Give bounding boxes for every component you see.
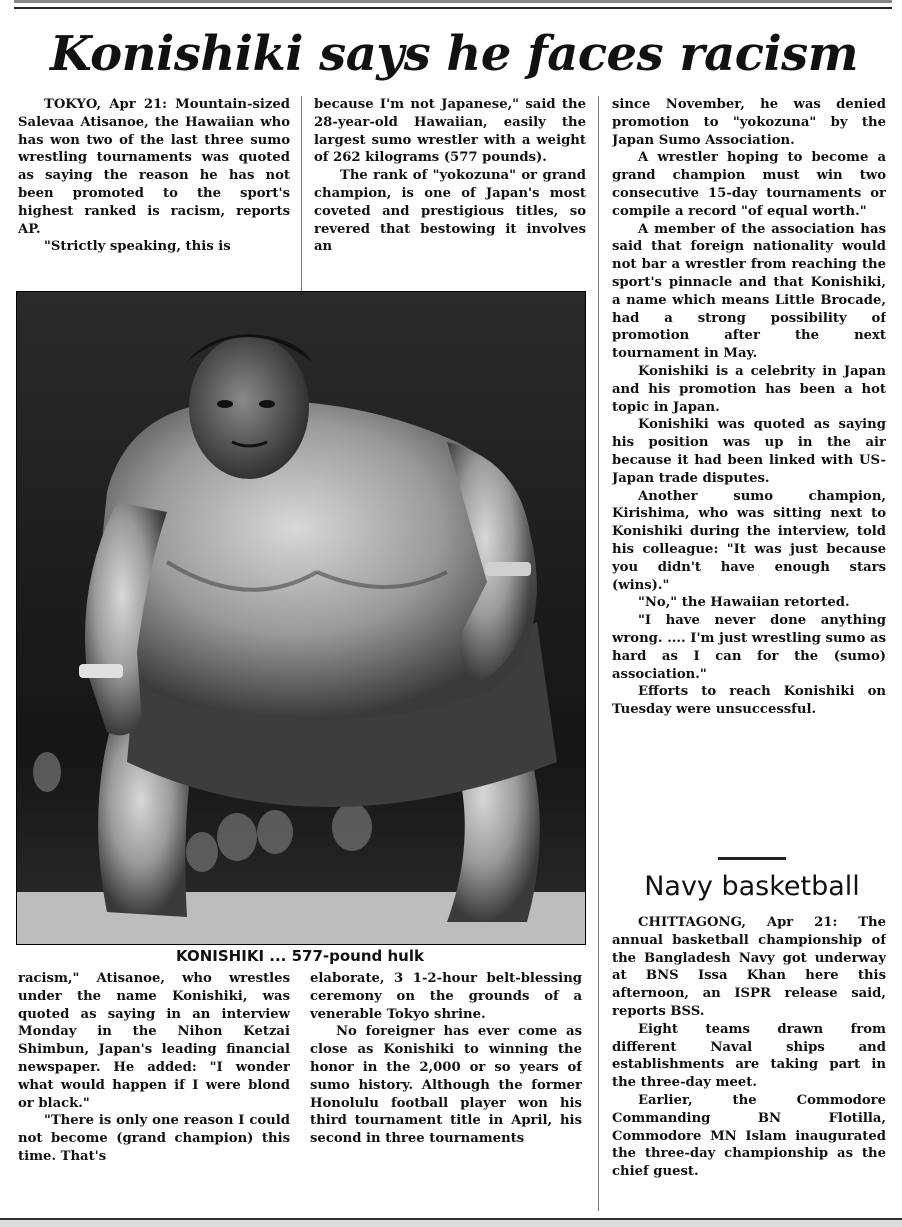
paragraph: "I have never done anything wrong. .... I'm just wrestling sumo as hard as I can for the (sumo) association." [612,613,886,682]
second-headline: Navy basketball [644,871,860,902]
sumo-wrestler-image [17,292,585,944]
paragraph: A member of the association has said that foreign nationality would not bar a wrestler from reaching the sport's pinnacle and that Konishiki, a name which means Little Brocade, had a strong possibility of promotion after the next tournament in May. [612,221,886,362]
paragraph: "Strictly speaking, this is [44,239,231,255]
paragraph: since November, he was denied promotion to "yokozuna" by the Japan Sumo Association. [612,97,886,148]
column-rule [598,96,599,1211]
article-col2-bottom [310,970,582,1208]
paragraph: TOKYO, Apr 21: Mountain-sized Salevaa Atisanoe, the Hawaiian who has won two of the last three sumo wrestling tournaments was quoted as saying the reason he has not been promoted to the sport's highest ranked is racism, reports AP. [18,97,290,237]
paragraph: Another sumo champion, Kirishima, who was sitting next to Konishiki during the interview, told his colleague: "It was just because you didn't have enough stars (wins)." [612,488,886,593]
paragraph: Earlier, the Commodore Commanding BN Flotilla, Commodore MN Islam inaugurated the three-day championship as the chief guest. [612,1092,886,1180]
photo-caption: KONISHIKI ... 577-pound hulk [176,947,424,965]
wrestler-photo [16,291,586,945]
top-rule [14,0,892,9]
article-col1-bottom [18,970,290,1208]
paragraph: Efforts to reach Konishiki on Tuesday were unsuccessful. [612,684,886,718]
column-rule [301,96,302,291]
paragraph: Konishiki was quoted as saying his position was up in the air because it had been linked with US-Japan trade disputes. [612,417,886,486]
second-article [612,914,886,1210]
headline: Konishiki says he faces racism [50,26,858,82]
paragraph: The rank of "yokozuna" or grand champion, is one of Japan's most coveted and prestigious titles, so revered that bestowing it involves an [314,168,586,255]
paragraph: No foreigner has ever come as close as Konishiki to winning the honor in the 2,000 or so years of sumo history. Although the former Honolulu football player won his third tournament title in April, his second in three tournaments [310,1024,582,1147]
paragraph: racism," Atisanoe, who wrestles under the name Konishiki, was quoted as saying in an interview Monday in the Nihon Ketzai Shimbun, Japan's leading financial newspaper. He added: "I wonder what would happen if I were blond or black." [18,971,290,1111]
bottom-rule [0,1218,902,1227]
paragraph: "There is only one reason I could not become (grand champion) this time. That's [18,1113,290,1164]
article-col1-top [18,96,290,288]
story-divider [718,857,786,860]
article-col3 [612,96,886,850]
paragraph: A wrestler hoping to become a grand champion must win two consecutive 15-day tournaments or compile a record "of equal worth." [612,150,886,219]
paragraph: elaborate, 3 1-2-hour belt-blessing ceremony on the grounds of a venerable Tokyo shrine. [310,971,582,1022]
paragraph: CHITTAGONG, Apr 21: The annual basketball championship of the Bangladesh Navy got underway at BNS Issa Khan here this afternoon, an ISPR release said, reports BSS. [612,915,886,1019]
article-col2-top [314,96,586,288]
paragraph: Eight teams drawn from different Naval ships and establishments are taking part in the three-day meet. [612,1021,886,1091]
paragraph: "No," the Hawaiian retorted. [638,595,850,611]
paragraph: because I'm not Japanese," said the 28-year-old Hawaiian, easily the largest sumo wrestler with a weight of 262 kilograms (577 pounds). [314,97,586,166]
paragraph: Konishiki is a celebrity in Japan and his promotion has been a hot topic in Japan. [612,363,886,415]
